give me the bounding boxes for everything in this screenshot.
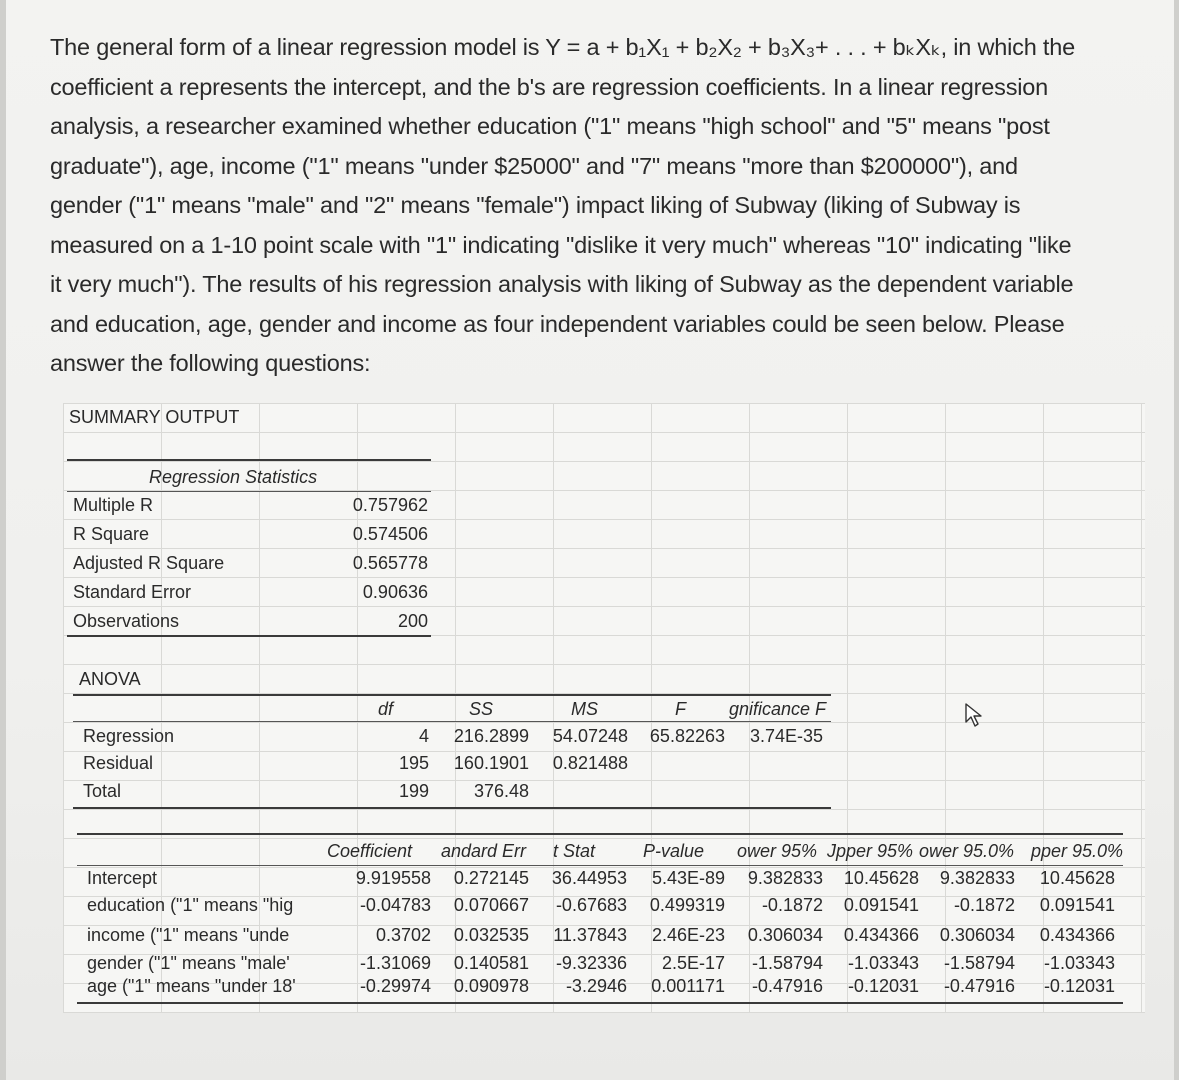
coef-p-value: 0.499319: [649, 895, 725, 915]
coef-t-stat: -0.67683: [555, 895, 627, 915]
intro-line-8: and education, age, gender and income as four independent variables could be seen below. Please: [50, 310, 1065, 337]
coef-upper-95-0: 0.434366: [1039, 925, 1115, 945]
stat-label: Standard Error: [73, 582, 192, 602]
reg-stats-header: Regression Statistics: [149, 467, 318, 487]
anova-header-ms: MS: [571, 699, 598, 719]
coef-header-rule: [77, 865, 1123, 866]
coef-value: -0.04783: [359, 895, 431, 915]
stat-label: Multiple R: [73, 495, 154, 515]
coef-header-lower-95-0: ower 95.0%: [919, 841, 1015, 861]
coef-value: 0.3702: [375, 925, 431, 945]
coef-std-err: 0.272145: [453, 868, 529, 888]
coef-value: -0.29974: [359, 976, 431, 996]
reg-stats-bottom-rule: [67, 635, 431, 637]
coef-upper-95-0: 10.45628: [1039, 868, 1115, 888]
coef-lower-95: -0.47916: [751, 976, 823, 996]
stat-value: 0.757962: [352, 495, 428, 515]
anova-row-label: Total: [83, 781, 122, 801]
coef-upper-95-0: -0.12031: [1043, 976, 1115, 996]
coef-value: 9.919558: [355, 868, 431, 888]
stat-value: 0.565778: [352, 553, 428, 573]
coef-lower-95: 9.382833: [747, 868, 823, 888]
anova-header-rule: [73, 721, 831, 722]
coef-lower-95: -0.1872: [761, 895, 823, 915]
anova-ms: 0.821488: [552, 753, 628, 773]
coef-lower-95: 0.306034: [747, 925, 823, 945]
coef-top-rule: [77, 833, 1123, 835]
coef-upper-95-0: -1.03343: [1043, 953, 1115, 973]
coef-p-value: 2.46E-23: [651, 925, 725, 945]
stat-label: Observations: [73, 611, 180, 631]
intro-line-1: The general form of a linear regression model is Y = a + b₁X₁ + b₂X₂ + b₃X₃+ . . . + bₖXₖ, in which the: [50, 34, 1075, 60]
coef-lower-95-0: 0.306034: [939, 925, 1015, 945]
anova-row-label: Regression: [83, 726, 175, 746]
anova-bottom-rule: [73, 807, 831, 809]
coef-bottom-rule: [77, 1002, 1123, 1004]
coef-header-coefficient: Coefficient: [327, 841, 413, 861]
coef-header-t-stat: t Stat: [553, 841, 596, 861]
coef-row-label: age ("1" means "under 18': [87, 976, 296, 996]
summary-title: SUMMARY OUTPUT: [69, 407, 240, 427]
anova-ms: 54.07248: [552, 726, 628, 746]
stat-label: Adjusted R Square: [73, 553, 225, 573]
coef-upper-95: 0.091541: [843, 895, 919, 915]
coef-row-label: education ("1" means "hig: [87, 895, 294, 915]
coef-upper-95: 10.45628: [843, 868, 919, 888]
coef-std-err: 0.090978: [453, 976, 529, 996]
coef-lower-95-0: -1.58794: [943, 953, 1015, 973]
question-text: [50, 28, 1160, 384]
intro-line-6: measured on a 1-10 point scale with "1" indicating "dislike it very much" whereas "10" indicating "like: [50, 231, 1072, 258]
coef-upper-95: -0.12031: [847, 976, 919, 996]
coef-upper-95-0: 0.091541: [1039, 895, 1115, 915]
coef-p-value: 5.43E-89: [651, 868, 725, 888]
coef-value: -1.31069: [359, 953, 431, 973]
anova-header-ss: SS: [468, 699, 493, 719]
intro-line-5: gender ("1" means "male" and "2" means "female") impact liking of Subway (liking of Subway is: [50, 192, 1021, 218]
coef-header-upper-95-0: pper 95.0%: [1031, 841, 1124, 861]
coef-p-value: 0.001171: [651, 976, 725, 996]
intro-line-2: coefficient a represents the intercept, and the b's are regression coefficients. In a linear regression: [50, 73, 1049, 100]
mouse-cursor-icon: [964, 702, 986, 728]
coef-upper-95: -1.03343: [847, 953, 919, 973]
coef-t-stat: 36.44953: [551, 868, 627, 888]
coef-header-upper-95: Jpper 95%: [827, 841, 914, 861]
coef-lower-95: -1.58794: [751, 953, 823, 973]
stat-value: 0.574506: [352, 524, 428, 544]
anova-title: ANOVA: [79, 669, 141, 689]
anova-header-sig: gnificance F: [729, 699, 827, 719]
anova-df: 4: [418, 726, 429, 746]
coef-row-label: gender ("1" means "male': [87, 953, 290, 973]
anova-header-df: df: [377, 699, 393, 719]
coef-std-err: 0.070667: [453, 895, 529, 915]
coef-header-p-value: P-value: [643, 841, 705, 861]
coef-row-label: Intercept: [87, 868, 158, 888]
coef-header-std-err: andard Err: [441, 841, 527, 861]
coef-std-err: 0.032535: [453, 925, 529, 945]
anova-top-rule: [73, 694, 831, 696]
coef-t-stat: -3.2946: [565, 976, 627, 996]
coef-header-lower-95: ower 95%: [737, 841, 818, 861]
coef-lower-95-0: -0.47916: [943, 976, 1015, 996]
coef-row-label: income ("1" means "unde: [87, 925, 290, 945]
anova-row-label: Residual: [83, 753, 154, 773]
document-page: [6, 0, 1174, 1080]
stat-value: 200: [397, 611, 428, 631]
anova-df: 199: [398, 781, 429, 801]
anova-sig: 3.74E-35: [749, 726, 823, 746]
coef-lower-95-0: -0.1872: [953, 895, 1015, 915]
intro-line-3: analysis, a researcher examined whether education ("1" means "high school" and "5" means "post: [50, 113, 1050, 139]
stat-value: 0.90636: [362, 582, 428, 602]
reg-stats-top-rule: [67, 459, 431, 461]
anova-df: 195: [398, 753, 429, 773]
anova-ss: 376.48: [473, 781, 529, 801]
anova-ss: 160.1901: [453, 753, 529, 773]
coef-upper-95: 0.434366: [843, 925, 919, 945]
intro-line-7: it very much"). The results of his regression analysis with liking of Subway as the dependent variable: [50, 271, 1074, 297]
anova-ss: 216.2899: [453, 726, 529, 746]
intro-line-4: graduate"), age, income ("1" means "under $25000" and "7" means "more than $200000"), and: [50, 152, 1018, 179]
coef-p-value: 2.5E-17: [661, 953, 725, 973]
reg-stats-header-rule: [67, 491, 431, 492]
coef-t-stat: 11.37843: [553, 925, 627, 945]
anova-header-f: F: [675, 699, 686, 719]
coef-std-err: 0.140581: [453, 953, 529, 973]
coef-t-stat: -9.32336: [555, 953, 627, 973]
stat-label: R Square: [73, 524, 150, 544]
anova-f: 65.82263: [649, 726, 725, 746]
intro-line-9: answer the following questions:: [50, 350, 371, 376]
coef-lower-95-0: 9.382833: [939, 868, 1015, 888]
